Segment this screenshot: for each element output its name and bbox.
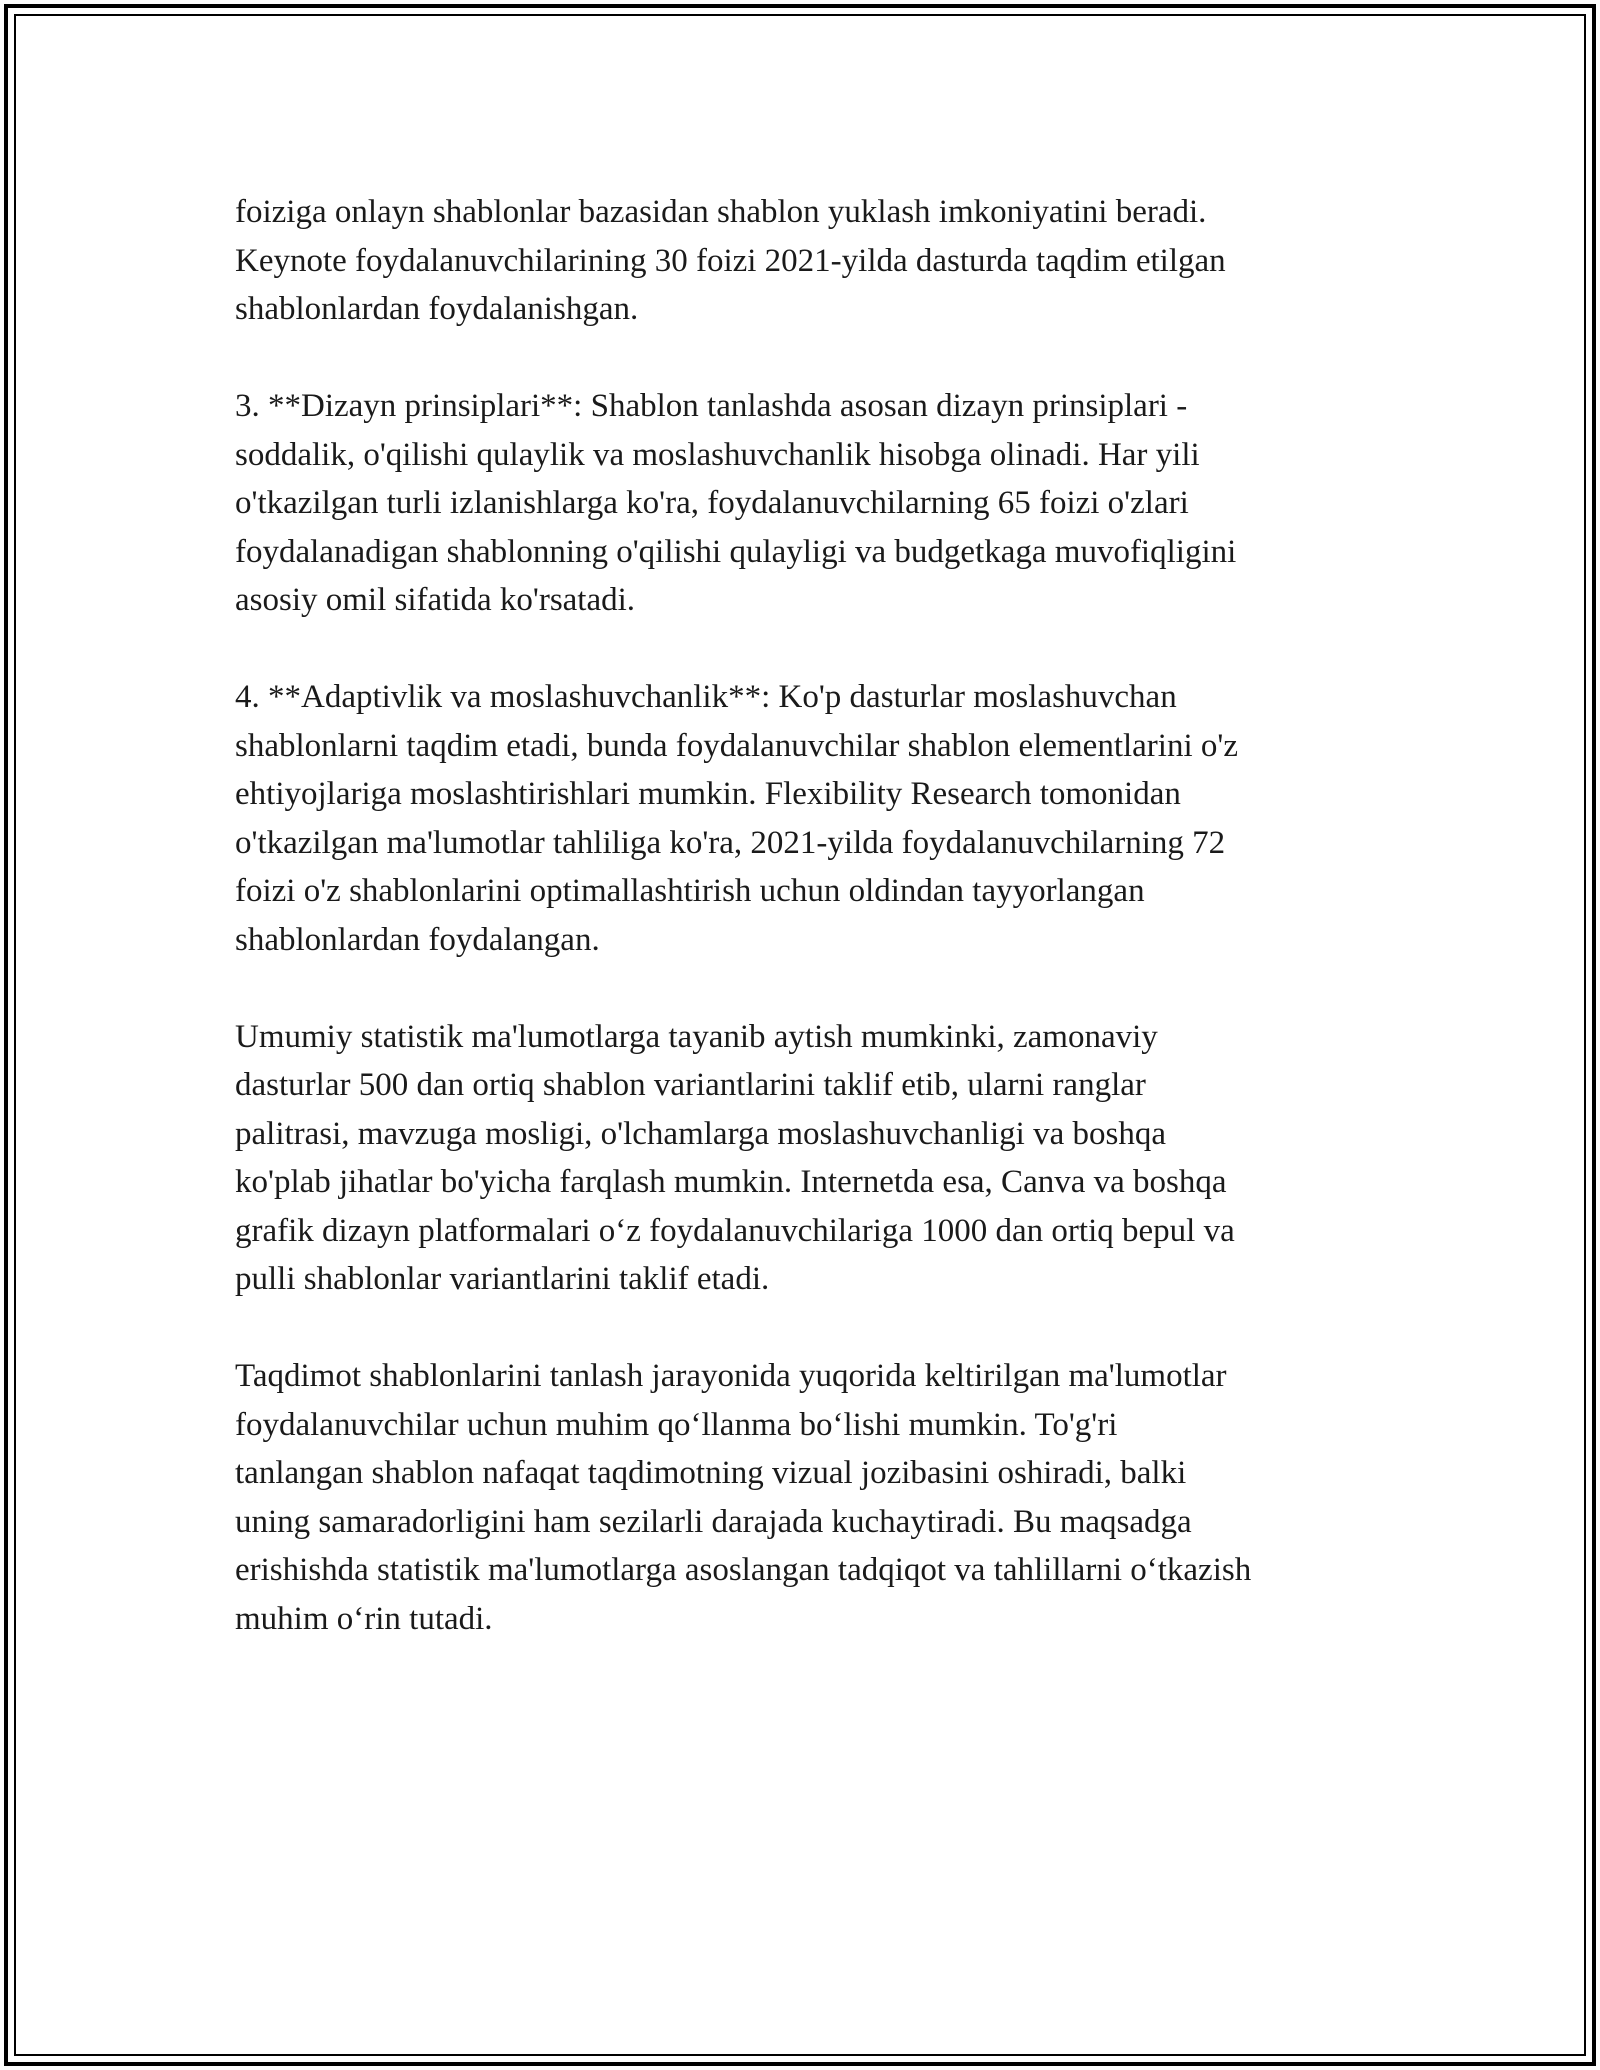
text-line: 3. **Dizayn prinsiplari**: Shablon tanlashda asosan dizayn prinsiplari - (235, 388, 1188, 424)
text-line: ko'plab jihatlar bo'yicha farqlash mumkin. Internetda esa, Canva va boshqa (235, 1164, 1227, 1200)
text-line: shablonlardan foydalanishgan. (235, 291, 639, 327)
paragraph-general-statistics (235, 1013, 1385, 1304)
text-line: tanlangan shablon nafaqat taqdimotning vizual jozibasini oshiradi, balki (235, 1455, 1187, 1491)
text-line: erishishda statistik ma'lumotlarga asoslangan tadqiqot va tahlillarni o‘tkazish (235, 1552, 1252, 1588)
text-line: 4. **Adaptivlik va moslashuvchanlik**: Ko'p dasturlar moslashuvchan (235, 679, 1177, 715)
text-line: Taqdimot shablonlarini tanlash jarayonida yuqorida keltirilgan ma'lumotlar (235, 1358, 1227, 1394)
text-line: shablonlarni taqdim etadi, bunda foydalanuvchilar shablon elementlarini o'z (235, 727, 1238, 764)
text-line: foydalanadigan shablonning o'qilishi qulayligi va budgetkaga muvofiqligini (235, 533, 1237, 570)
text-line: uning samaradorligini ham sezilarli darajada kuchaytiradi. Bu maqsadga (235, 1503, 1192, 1540)
text-line: foiziga onlayn shablonlar bazasidan shablon yuklash imkoniyatini beradi. (235, 194, 1207, 230)
paragraph-conclusion (235, 1352, 1385, 1643)
text-line: Keynote foydalanuvchilarining 30 foizi 2021-yilda dasturda taqdim etilgan (235, 242, 1226, 279)
text-line: shablonlardan foydalangan. (235, 921, 600, 958)
text-line: foydalanuvchilar uchun muhim qo‘llanma bo‘lishi mumkin. To'g'ri (235, 1406, 1118, 1443)
text-line: foizi o'z shablonlarini optimallashtirish uchun oldindan tayyorlangan (235, 873, 1145, 909)
text-line: soddalik, o'qilishi qulaylik va moslashuvchanlik hisobga olinadi. Har yili (235, 436, 1200, 473)
text-line: palitrasi, mavzuga mosligi, o'lchamlarga moslashuvchanligi va boshqa (235, 1115, 1166, 1152)
paragraph-design-principles (235, 382, 1385, 625)
paragraph-keynote-templates (235, 188, 1385, 334)
text-line: pulli shablonlar variantlarini taklif etadi. (235, 1261, 770, 1297)
text-line: grafik dizayn platformalari o‘z foydalanuvchilariga 1000 dan ortiq bepul va (235, 1212, 1235, 1249)
document-body (235, 188, 1385, 1692)
text-line: dasturlar 500 dan ortiq shablon variantlarini taklif etib, ularni ranglar (235, 1067, 1146, 1103)
text-line: asosiy omil sifatida ko'rsatadi. (235, 582, 636, 618)
text-line: muhim o‘rin tutadi. (235, 1600, 493, 1637)
paragraph-adaptivity (235, 673, 1385, 964)
text-line: o'tkazilgan turli izlanishlarga ko'ra, foydalanuvchilarning 65 foizi o'zlari (235, 485, 1189, 521)
text-line: ehtiyojlariga moslashtirishlari mumkin. Flexibility Research tomonidan (235, 776, 1181, 812)
text-line: Umumiy statistik ma'lumotlarga tayanib aytish mumkinki, zamonaviy (235, 1018, 1158, 1055)
text-line: o'tkazilgan ma'lumotlar tahliliga ko'ra, 2021-yilda foydalanuvchilarning 72 (235, 824, 1226, 861)
